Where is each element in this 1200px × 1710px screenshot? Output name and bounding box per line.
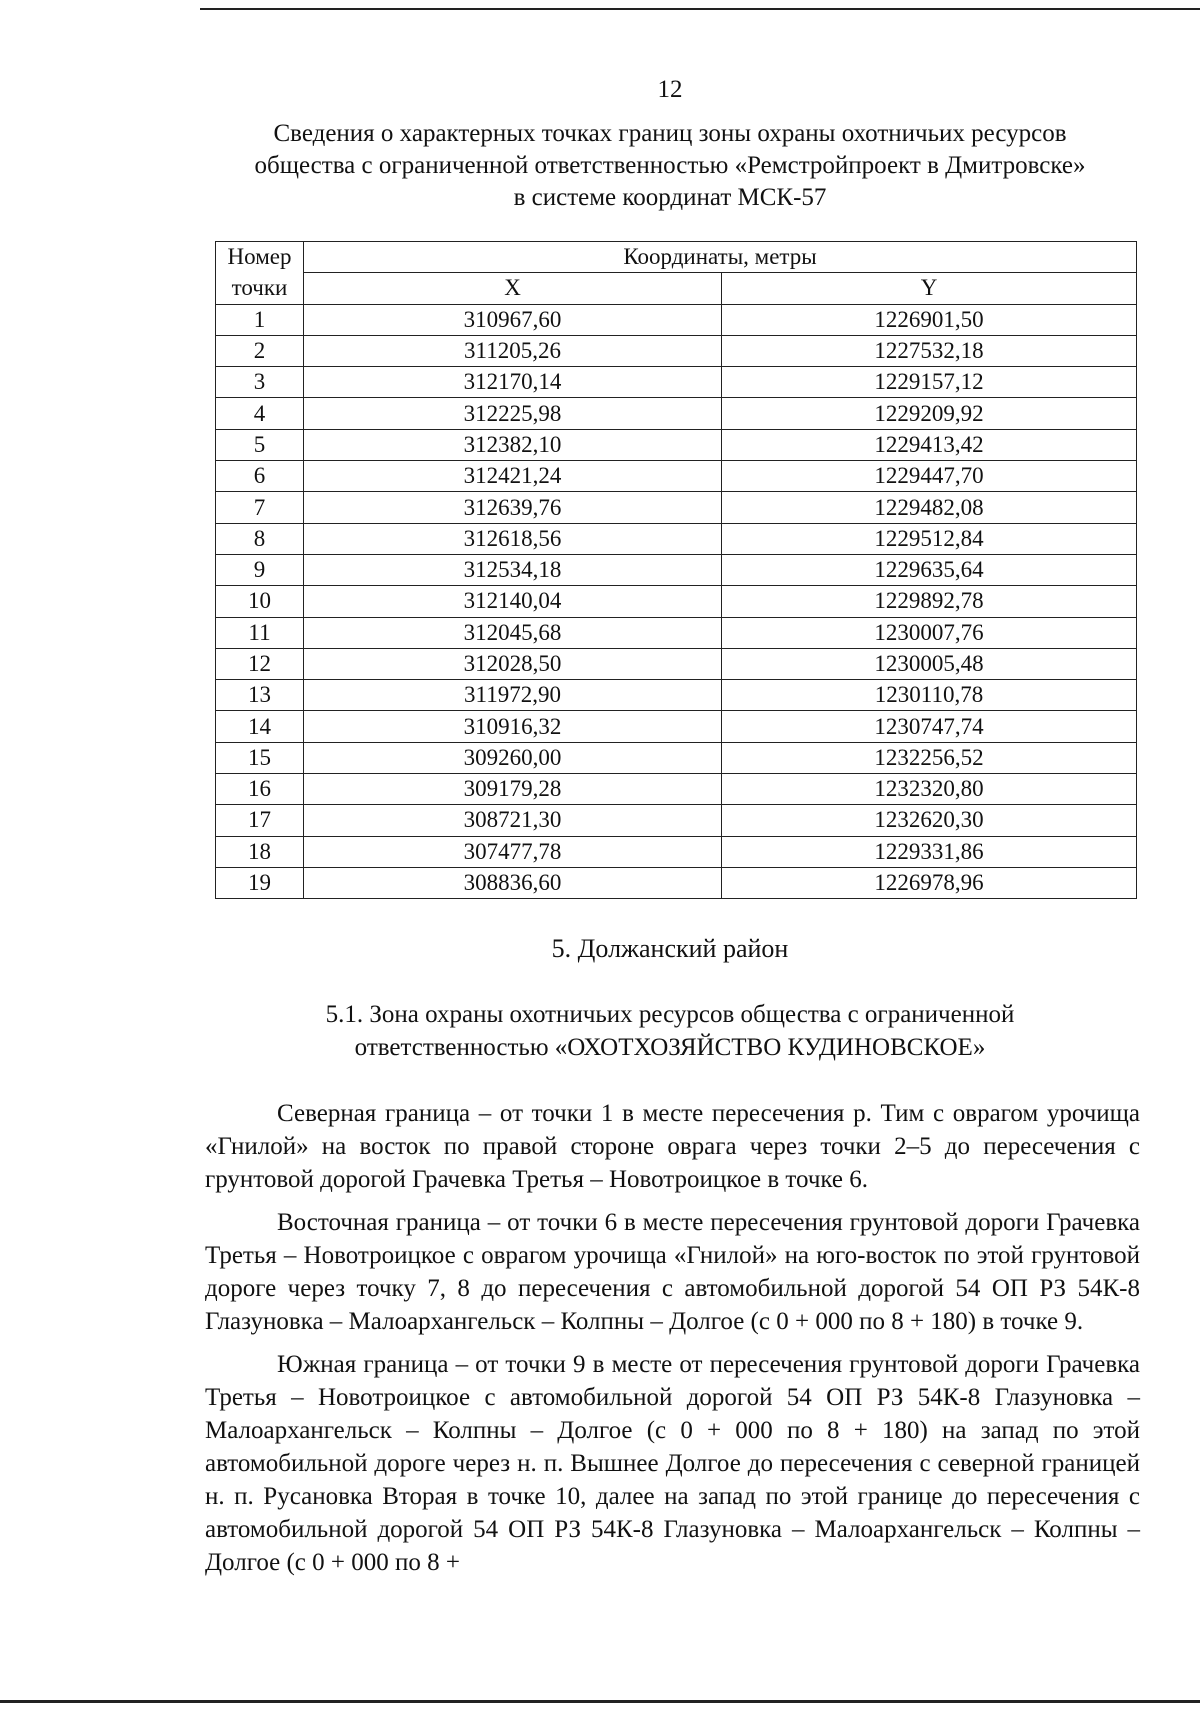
- y-coordinate-cell: 1229892,78: [722, 586, 1137, 617]
- point-number-cell: 12: [216, 648, 304, 679]
- point-number-cell: 5: [216, 429, 304, 460]
- title-line: Сведения о характерных точках границ зоны охраны охотничьих ресурсов: [273, 120, 1067, 147]
- point-number-cell: 16: [216, 774, 304, 805]
- table-row: [216, 523, 1137, 554]
- y-coordinate-cell: 1229209,92: [722, 398, 1137, 429]
- x-coordinate-cell: 310916,32: [304, 711, 722, 742]
- point-number-cell: 1: [216, 304, 304, 335]
- header-x: X: [304, 273, 722, 304]
- y-coordinate-cell: 1230005,48: [722, 648, 1137, 679]
- title-line: общества с ограниченной ответственностью «Ремстройпроект в Дмитровске»: [254, 152, 1086, 179]
- x-coordinate-cell: 312382,10: [304, 429, 722, 460]
- section-heading: 5. Должанский район: [551, 934, 789, 963]
- table-row: [216, 492, 1137, 523]
- x-coordinate-cell: 311972,90: [304, 680, 722, 711]
- x-coordinate-cell: 309179,28: [304, 774, 722, 805]
- y-coordinate-cell: 1229157,12: [722, 367, 1137, 398]
- y-coordinate-cell: 1226901,50: [722, 304, 1137, 335]
- x-coordinate-cell: 312170,14: [304, 367, 722, 398]
- sub-heading-line: ответственностью «ОХОТХОЗЯЙСТВО КУДИНОВСКОЕ»: [354, 1034, 986, 1061]
- x-coordinate-cell: 312421,24: [304, 461, 722, 492]
- x-coordinate-cell: 312225,98: [304, 398, 722, 429]
- body-text: [205, 1097, 1140, 1589]
- table-row: [216, 742, 1137, 773]
- y-coordinate-cell: 1227532,18: [722, 335, 1137, 366]
- point-number-cell: 18: [216, 836, 304, 867]
- x-coordinate-cell: 308836,60: [304, 867, 722, 898]
- y-coordinate-cell: 1232320,80: [722, 774, 1137, 805]
- table-row: [216, 554, 1137, 585]
- coordinates-table: [215, 241, 1137, 899]
- table-row: [216, 805, 1137, 836]
- x-coordinate-cell: 312618,56: [304, 523, 722, 554]
- top-rule: [200, 8, 1200, 10]
- header-y: Y: [722, 273, 1137, 304]
- y-coordinate-cell: 1226978,96: [722, 867, 1137, 898]
- x-coordinate-cell: 309260,00: [304, 742, 722, 773]
- point-number-cell: 2: [216, 335, 304, 366]
- point-number-cell: 13: [216, 680, 304, 711]
- point-number-cell: 4: [216, 398, 304, 429]
- y-coordinate-cell: 1229635,64: [722, 554, 1137, 585]
- page-number: 12: [657, 76, 683, 103]
- x-coordinate-cell: 311205,26: [304, 335, 722, 366]
- header-number-line1: Номер: [216, 242, 304, 273]
- y-coordinate-cell: 1229413,42: [722, 429, 1137, 460]
- table-row: [216, 429, 1137, 460]
- header-coordinates: Координаты, метры: [304, 242, 1137, 273]
- table-row: [216, 461, 1137, 492]
- table-row: [216, 680, 1137, 711]
- y-coordinate-cell: 1230747,74: [722, 711, 1137, 742]
- paragraph-south-border: Южная граница – от точки 9 в месте от пересечения грунтовой дороги Грачевка Третья – Новотроицкое с автомобильной дорогой 54 ОП РЗ 54К-8 Глазуновка – Малоархангельск – Колпны – Долгое (с 0 + 000 по 8 + 180) на запад по этой автомобильной дороге через н. п. Вышнее Долгое до пересечения с северной границей н. п. Русановка Вторая в точке 10, далее на запад по этой границе до пересечения с автомобильной дорогой 54 ОП РЗ 54К-8 Глазуновка – Малоархангельск – Колпны – Долгое (с 0 + 000 по 8 +: [205, 1351, 1140, 1576]
- y-coordinate-cell: 1232620,30: [722, 805, 1137, 836]
- point-number-cell: 11: [216, 617, 304, 648]
- table-row: [216, 367, 1137, 398]
- x-coordinate-cell: 312045,68: [304, 617, 722, 648]
- y-coordinate-cell: 1229482,08: [722, 492, 1137, 523]
- table-row: [216, 711, 1137, 742]
- sub-heading-line: 5.1. Зона охраны охотничьих ресурсов общества с ограниченной: [325, 1001, 1015, 1028]
- table-row: [216, 648, 1137, 679]
- point-number-cell: 17: [216, 805, 304, 836]
- title-line: в системе координат МСК-57: [513, 184, 827, 211]
- y-coordinate-cell: 1230007,76: [722, 617, 1137, 648]
- y-coordinate-cell: 1229331,86: [722, 836, 1137, 867]
- bottom-rule: [0, 1700, 1200, 1703]
- x-coordinate-cell: 307477,78: [304, 836, 722, 867]
- header-number-line2: точки: [216, 273, 304, 304]
- table-row: [216, 774, 1137, 805]
- document-title: [200, 118, 1140, 214]
- point-number-cell: 15: [216, 742, 304, 773]
- point-number-cell: 3: [216, 367, 304, 398]
- sub-heading: [200, 998, 1140, 1064]
- point-number-cell: 19: [216, 867, 304, 898]
- paragraph-north-border: Северная граница – от точки 1 в месте пересечения р. Тим с оврагом урочища «Гнилой» на восток по правой стороне оврага через точки 2–5 до пересечения с грунтовой дорогой Грачевка Третья – Новотроицкое в точке 6.: [205, 1100, 1140, 1193]
- x-coordinate-cell: 312534,18: [304, 554, 722, 585]
- point-number-cell: 6: [216, 461, 304, 492]
- x-coordinate-cell: 312028,50: [304, 648, 722, 679]
- point-number-cell: 10: [216, 586, 304, 617]
- table-row: [216, 836, 1137, 867]
- y-coordinate-cell: 1232256,52: [722, 742, 1137, 773]
- x-coordinate-cell: 308721,30: [304, 805, 722, 836]
- x-coordinate-cell: 310967,60: [304, 304, 722, 335]
- y-coordinate-cell: 1229512,84: [722, 523, 1137, 554]
- table-row: [216, 335, 1137, 366]
- table-row: [216, 867, 1137, 898]
- x-coordinate-cell: 312140,04: [304, 586, 722, 617]
- table-row: [216, 398, 1137, 429]
- y-coordinate-cell: 1230110,78: [722, 680, 1137, 711]
- y-coordinate-cell: 1229447,70: [722, 461, 1137, 492]
- point-number-cell: 9: [216, 554, 304, 585]
- x-coordinate-cell: 312639,76: [304, 492, 722, 523]
- point-number-cell: 7: [216, 492, 304, 523]
- table-row: [216, 304, 1137, 335]
- table-body: [216, 304, 1137, 899]
- point-number-cell: 14: [216, 711, 304, 742]
- point-number-cell: 8: [216, 523, 304, 554]
- paragraph-east-border: Восточная граница – от точки 6 в месте пересечения грунтовой дороги Грачевка Третья – Новотроицкое с оврагом урочища «Гнилой» на юго-восток по этой грунтовой дороге через точку 7, 8 до пересечения с автомобильной дорогой 54 ОП РЗ 54К-8 Глазуновка – Малоархангельск – Колпны – Долгое (с 0 + 000 по 8 + 180) в точке 9.: [205, 1209, 1140, 1335]
- table-row: [216, 586, 1137, 617]
- table-row: [216, 617, 1137, 648]
